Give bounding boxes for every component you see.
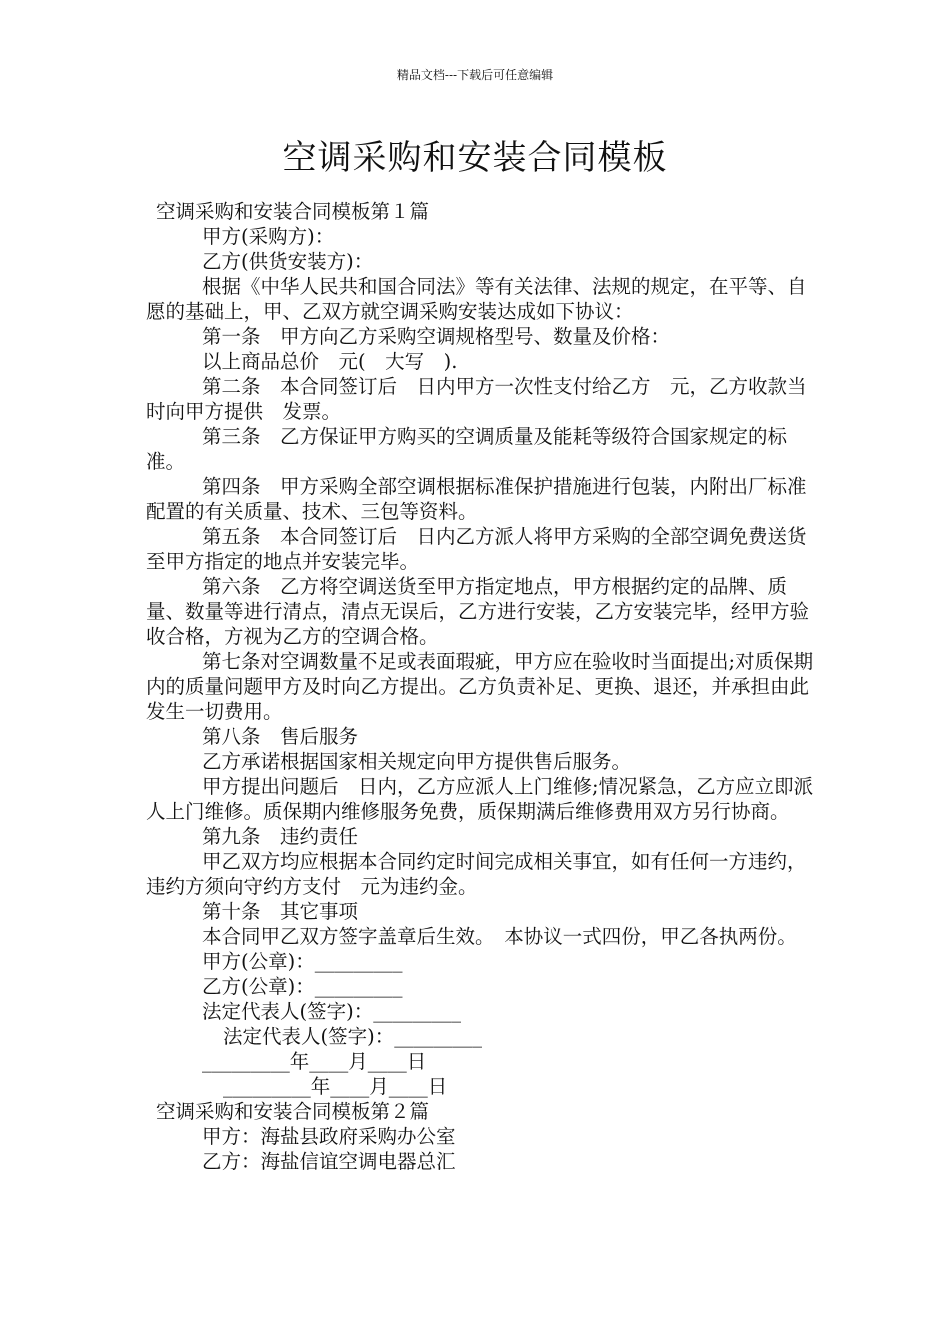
- article-6: 第六条 乙方将空调送货至甲方指定地点，甲方根据约定的品牌、质量、数量等进行清点，清点无误后，乙方进行安装，乙方安装完毕，经甲方验收合格，方视为乙方的空调合格。: [146, 575, 810, 648]
- article-4: 第四条 甲方采购全部空调根据标准保护措施进行包装，内附出厂标准配置的有关质量、技术、三包等资料。: [146, 475, 807, 523]
- article-5: 第五条 本合同签订后 日内乙方派人将甲方采购的全部空调免费送货至甲方指定的地点并安装完毕。: [146, 525, 807, 573]
- article-7: 第七条对空调数量不足或表面瑕疵，甲方应在验收时当面提出;对质保期内的质量问题甲方及时向乙方提出。乙方负责补足、更换、退还，并承担由此发生一切费用。: [146, 650, 814, 723]
- party-b-line: 乙方(供货安装方)：: [202, 250, 374, 273]
- article-8-repair: 甲方提出问题后 日内，乙方应派人上门维修;情况紧急，乙方应立即派人上门维修。质保期内维修服务免费，质保期满后维修费用双方另行协商。: [146, 775, 814, 823]
- party-a-line: 甲方(采购方)：: [202, 225, 335, 248]
- article-8-commitment: 乙方承诺根据国家相关规定向甲方提供售后服务。: [202, 750, 632, 773]
- article-10-heading: 第十条 其它事项: [202, 900, 359, 923]
- legal-rep-signature-a: 法定代表人(签字)：_________: [202, 1000, 461, 1023]
- article-10-text: 本合同甲乙双方签字盖章后生效。 本协议一式四份，甲乙各执两份。: [202, 925, 797, 948]
- article-1: 第一条 甲方向乙方采购空调规格型号、数量及价格：: [202, 325, 671, 348]
- article-2: 第二条 本合同签订后 日内甲方一次性支付给乙方 元，乙方收款当时向甲方提供 发票。: [146, 375, 807, 423]
- section-heading-2: 空调采购和安装合同模板第２篇: [156, 1100, 430, 1123]
- document-body: [146, 199, 814, 1174]
- document-title: 空调采购和安装合同模板: [282, 138, 668, 178]
- party-a-line-2: 甲方：海盐县政府采购办公室: [202, 1125, 456, 1148]
- legal-rep-signature-b: 法定代表人(签字)：_________: [223, 1025, 482, 1048]
- article-9-heading: 第九条 违约责任: [202, 825, 359, 848]
- party-a-seal: 甲方(公章)：_________: [202, 950, 403, 973]
- date-line-b: _________年____月____日: [223, 1075, 448, 1098]
- total-price: 以上商品总价 元( 大写 ).: [202, 350, 458, 373]
- preamble: 根据《中华人民共和国合同法》等有关法律、法规的规定，在平等、自愿的基础上，甲、乙双方就空调采购安装达成如下协议：: [146, 275, 807, 323]
- party-b-seal: 乙方(公章)：_________: [202, 975, 403, 998]
- article-8-heading: 第八条 售后服务: [202, 725, 359, 748]
- section-heading-1: 空调采购和安装合同模板第１篇: [156, 200, 430, 223]
- party-b-line-2: 乙方：海盐信谊空调电器总汇: [202, 1150, 456, 1173]
- article-3: 第三条 乙方保证甲方购买的空调质量及能耗等级符合国家规定的标准。: [146, 425, 788, 473]
- date-line-a: _________年____月____日: [202, 1050, 427, 1073]
- page-header: 精品文档---下载后可任意编辑: [396, 68, 554, 82]
- article-9-text: 甲乙双方均应根据本合同约定时间完成相关事宜，如有任何一方违约，违约方须向守约方支付 元为违约金。: [146, 850, 807, 898]
